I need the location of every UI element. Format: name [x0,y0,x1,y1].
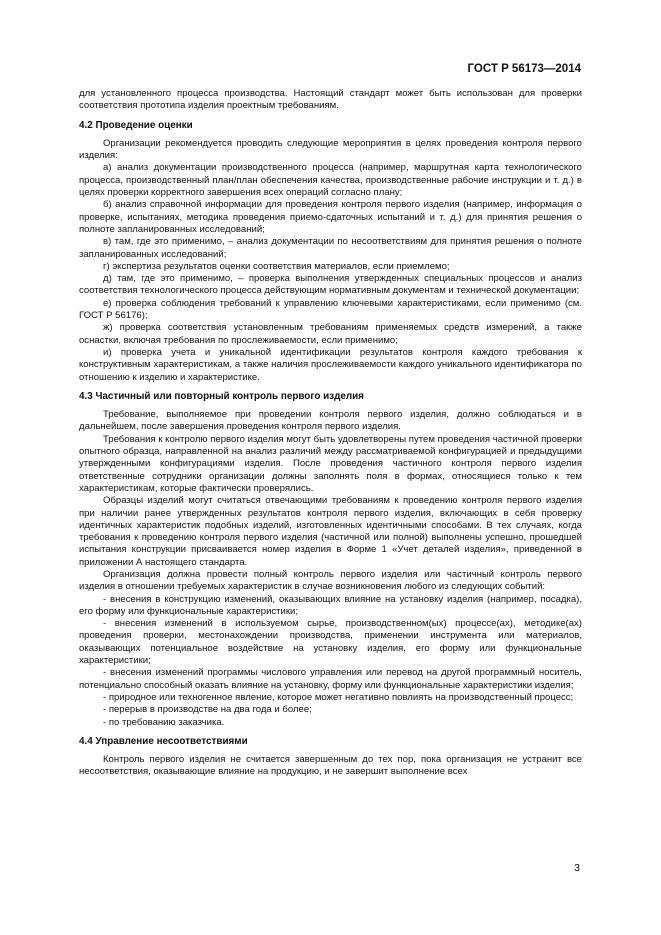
paragraph: и) проверка учета и уникальной идентификации результатов контроля каждого требования к конструктивным характеристикам, а также наличия прослеживаемости каждого уникального идентификатора по отношению к изделию и характеристике. [79,346,582,383]
page-number: 3 [574,862,580,874]
paragraph: - внесения в конструкцию изменений, оказывающих влияние на установку изделия (например, посадка), его форму или функциональные характеристики; [79,593,582,617]
section-heading: 4.4 Управление несоответствиями [79,735,248,747]
paragraph: Контроль первого изделия не считается завершенным до тех пор, пока организация не устранит все несоответствия, оказывающие влияние на продукцию, и не завершит выполнение всех [79,754,582,778]
paragraph: Организации рекомендуется проводить следующие мероприятия в целях проведения контроля первого изделия: [79,137,582,162]
paragraph: Образцы изделий могут считаться отвечающими требованиям к проведению контроля первого изделия при наличии ранее утвержденных результатов контроля первого изделия, включающих в себя проверку идентичных характеристик подобных изделий, изготовленных идентичными способами. В тех случаях, когда требования к проведению контроля первого изделия (частичной или полной) выполнены успешно, прошедшей испытания конструкции присваивается номер изделия в Форме 1 «Учет деталей изделия», приведенной в приложении А настоящего стандарта. [79,495,582,568]
paragraph: - перерыв в производстве на два года и более; [103,704,312,716]
paragraph: б) анализ справочной информации для проведения контроля первого изделия (например, информация о проверке, испытаниях, методика проведения приемо-сдаточных испытаний и т. д.) для принятия решения о полноте запланированных исследований; [79,199,582,235]
paragraph: Организация должна провести полный контроль первого изделия или частичный контроль первого изделия в отношении требуемых характеристик в случае возникновения любого из следующих событий: [79,568,582,593]
document-body [79,88,582,779]
paragraph: ж) проверка соответствия установленным требованиям применяемых средств измерений, а также оснастки, включая требования по прослеживаемости, если применимо; [79,322,582,346]
section-heading: 4.3 Частичный или повторный контроль первого изделия [79,390,364,402]
paragraph: - внесения изменений программы числового управления или перевод на другой программный носитель, потенциально способный оказать влияние на установку, форму или функциональные характеристики изделия; [79,667,582,691]
paragraph: для установленного процесса производства. Настоящий стандарт может быть использован для проверки соответствия прототипа изделия проектным требованиям. [79,88,582,112]
paragraph: г) экспертиза результатов оценки соответствия материалов, если приемлемо; [103,260,450,272]
paragraph: в) там, где это применимо, – анализ документации по несоответствиям для принятия решения о полноте запланированных исследований; [79,236,582,260]
paragraph: - внесения изменений в используемом сырье, производственном(ых) процессе(ах), методике(ах) проведения проверки, местонахождении производства, применении инструмента или материалов, оказывающих потенциальное воздействие на установку изделия, его форму или функциональные характеристики; [79,618,582,667]
paragraph: а) анализ документации производственного процесса (например, маршрутная карта технологического процесса, производственный план/план обеспечения качества, производственные рабочие инструкции и т. д.) в целях проверки корректного завершения всех операций согласно плану; [79,162,582,199]
paragraph: - по требованию заказчика. [103,716,225,728]
paragraph: д) там, где это применимо, – проверка выполнения утвержденных специальных процессов и анализ соответствия технологического процесса действующим нормативным документам и технической документации; [79,273,582,297]
standard-code: ГОСТ Р 56173—2014 [467,63,581,75]
paragraph: Требования к контролю первого изделия могут быть удовлетворены путем проведения частичной проверки опытного образца, направленной на анализ различий между рассматриваемой конфигурацией и предыдущими утвержденными конфигурациями изделия. После проведения частичного контроля первого изделия ответственные сотрудники организации должны заполнять поля в формах, относящиеся только к тем характеристикам, которые фактически проверялись. [79,433,582,494]
paragraph: - природное или техногенное явление, которое может негативно повлиять на производственный процесс; [103,691,574,703]
section-heading: 4.2 Проведение оценки [79,119,193,131]
paragraph: е) проверка соблюдения требований к управлению ключевыми характеристиками, если применимо (см. ГОСТ Р 56176); [79,297,582,322]
paragraph: Требование, выполняемое при проведении контроля первого изделия, должно соблюдаться и в дальнейшем, после завершения проведения контроля первого изделия. [79,409,582,433]
